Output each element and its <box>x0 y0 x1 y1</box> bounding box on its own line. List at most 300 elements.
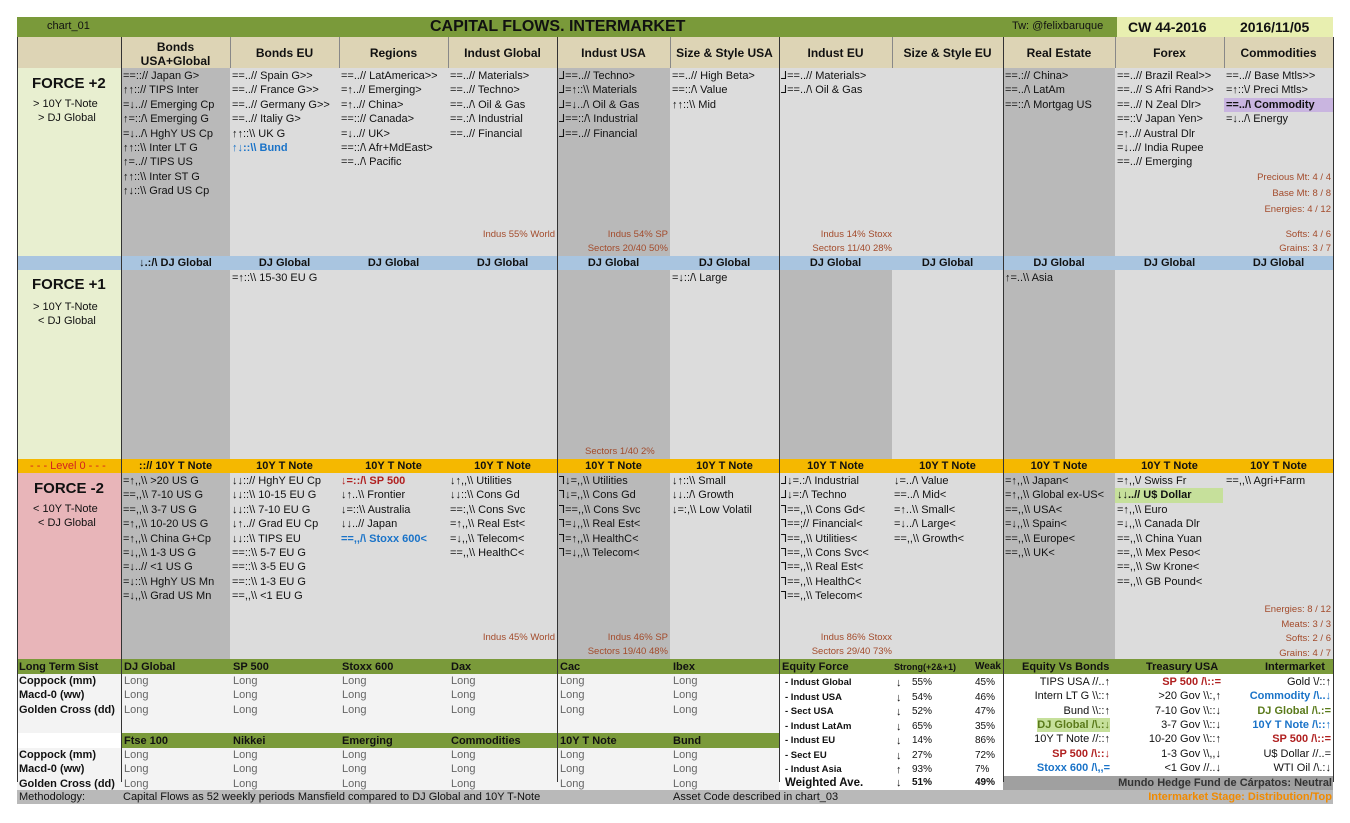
asset-entry: =↑::\\ 15-30 EU G <box>232 272 318 284</box>
asset-entry: =↑,,\\ 10-20 US G <box>123 518 209 531</box>
column-header <box>230 46 339 60</box>
separator-label: DJ Global <box>587 257 640 269</box>
asset-entry: =↑..// Austral Dlr <box>1117 127 1195 140</box>
equity-row-name: - Indust LatAm <box>785 720 852 732</box>
longterm-row-label: Macd-0 (ww) <box>19 689 85 702</box>
asset-entry: ==,,\\ <1 EU G <box>232 590 303 603</box>
asset-entry: ↑↓::\\ Bund <box>232 142 288 154</box>
asset-code-note: Asset Code described in chart_03 <box>673 791 839 803</box>
separator-label: 10Y T Note <box>365 460 422 472</box>
asset-entry: ↑↑::\\ Inter ST G <box>123 170 200 183</box>
longterm-value: Long <box>342 763 367 776</box>
stat-note: Sectors 29/40 73% <box>811 646 892 657</box>
asset-entry: ↓↓::\\ 10-15 EU G <box>232 489 317 502</box>
asset-entry: ==,,\\ Growth< <box>894 532 965 545</box>
asset-entry: =↓::\\ HghY US Mn <box>123 575 215 588</box>
force-band-cell <box>892 68 1003 256</box>
force-band-cell <box>779 270 892 459</box>
equity-row-arrow: ↓ <box>896 677 902 689</box>
longterm-value: Long <box>560 749 585 761</box>
asset-entry: ⅂==,,\\ Telecom< <box>781 590 863 603</box>
asset-entry: ⅂==,,\\ HealthC< <box>781 575 862 588</box>
force1-sectors-note: Sectors 1/40 2% <box>585 446 655 457</box>
asset-entry: ==../\ Oil & Gas <box>450 98 526 111</box>
equity-row-arrow: ↓ <box>896 691 902 704</box>
asset-entry: =↑,,\\ Real Est< <box>450 518 526 531</box>
equity-row-arrow: ↓ <box>896 749 902 762</box>
forcem2-desc1: < 10Y T-Note <box>33 503 98 515</box>
column-header-line1: Bonds EU <box>255 46 314 60</box>
longterm-value: Long <box>673 689 698 702</box>
asset-entry: ⅂==,,\\ Cons Svc< <box>781 547 869 559</box>
asset-entry: =↓..// UK> <box>341 127 390 140</box>
evb-c1-entry: Intern LT G \\::↑ <box>1034 690 1110 703</box>
longterm-title: Long Term Sist <box>19 661 99 673</box>
asset-entry: =↑,,\\ Euro <box>1117 503 1168 516</box>
longterm-col-header: Dax <box>451 661 472 673</box>
asset-entry: ==..// Base Mtls>> <box>1226 70 1316 82</box>
force-band-cell <box>1003 270 1115 459</box>
longterm-col-header: Stoxx 600 <box>342 661 394 673</box>
level-0-label: - - - Level 0 - - - <box>30 460 106 472</box>
asset-entry: ⅃==..// Financial <box>559 127 638 140</box>
longterm-value: Long <box>451 675 476 687</box>
evb-c2-entry: 1-3 Gov \\,,↓ <box>1161 747 1221 760</box>
force1-desc2: < DJ Global <box>38 315 96 327</box>
asset-entry: ==,,\\ 3-7 US G <box>123 503 197 516</box>
asset-entry: ==::\/ Japan Yen> <box>1117 113 1203 126</box>
asset-entry: ↓↓..// Japan <box>341 518 398 531</box>
asset-entry: ==,,\\ USA< <box>1005 503 1063 516</box>
longterm-row-label: Coppock (mm) <box>19 749 96 761</box>
stat-note: Softs: 2 / 6 <box>1285 633 1331 644</box>
separator-label: 10Y T Note <box>474 460 531 472</box>
equity-row-strong: 27% <box>912 749 933 761</box>
stat-note: Base Mt: 8 / 8 <box>1272 188 1331 199</box>
longterm-col-header: DJ Global <box>124 661 176 673</box>
column-header-line1: Indust Global <box>464 46 541 60</box>
asset-entry: ==::// Japan G> <box>123 70 200 82</box>
asset-entry: ==,,\\ GB Pound< <box>1117 575 1203 588</box>
longterm-value: Long <box>233 749 258 761</box>
asset-entry: ⅂==;// Financial< <box>781 518 863 531</box>
longterm-value: Long <box>560 675 585 687</box>
asset-entry: ↓↓::// HghY EU Cp <box>232 475 322 487</box>
asset-entry: ⅂↓=,,\\ Utilities <box>559 475 628 487</box>
column-header <box>448 46 557 60</box>
column-header-line1: Real Estate <box>1026 46 1092 60</box>
force1-desc1: > 10Y T-Note <box>33 301 98 313</box>
column-header <box>670 46 779 60</box>
asset-entry: ↓↓.:/\ Growth <box>672 489 734 502</box>
asset-entry: ↓↓::\\ Cons Gd <box>450 489 520 502</box>
longterm-value: Long <box>342 703 367 716</box>
force1-title: FORCE +1 <box>32 276 106 293</box>
asset-entry: =↓,,\\ Telecom< <box>450 532 525 545</box>
force-band-cell <box>557 270 670 459</box>
asset-entry: =↓../\ Large< <box>894 518 956 531</box>
column-header-line1: Indust EU <box>807 46 864 60</box>
asset-entry: =↓..// <1 US G <box>123 561 193 574</box>
longterm-value: Long <box>560 763 585 776</box>
evb-c3-entry: WTI Oil /\.:↓ <box>1273 761 1331 774</box>
column-divider <box>1224 37 1225 68</box>
asset-entry: =↑,,\/ Swiss Fr <box>1117 475 1187 487</box>
asset-entry: ==,,\\ Mex Peso< <box>1117 547 1201 559</box>
force-band-cell <box>230 270 339 459</box>
column-divider <box>230 37 231 68</box>
equity-row-weak: 45% <box>975 677 996 688</box>
separator-label: 10Y T Note <box>696 460 753 472</box>
column-divider <box>779 37 780 782</box>
evb-c1-entry: SP 500 /\::↓ <box>1052 747 1110 760</box>
weighted-ave-label: Weighted Ave. <box>785 777 864 789</box>
force2-title: FORCE +2 <box>32 75 106 92</box>
separator-label: DJ Global <box>476 257 529 269</box>
asset-entry: ==::\\ 5-7 EU G <box>232 547 306 559</box>
stat-note: Sectors 19/40 48% <box>587 646 668 657</box>
asset-entry: ⅃=↓../\ Oil & Gas <box>559 98 640 111</box>
equity-row-weak: 72% <box>975 749 996 761</box>
equity-force-title: Equity Force <box>782 661 849 673</box>
equity-row-weak: 47% <box>975 706 996 717</box>
longterm-col-header: SP 500 <box>233 661 269 673</box>
stat-note: Indus 14% Stoxx <box>820 229 892 240</box>
asset-entry: ==..// Brazil Real>> <box>1117 70 1212 82</box>
force1-label-bg <box>17 270 121 459</box>
asset-entry: ==..// S Afri Rand>> <box>1117 84 1214 97</box>
asset-entry: ↓↑,,\\ Utilities <box>450 475 512 487</box>
intermarket-stage: Intermarket Stage: Distribution/Top <box>1148 791 1332 803</box>
longterm-value: Long <box>560 777 585 790</box>
column-divider <box>557 37 558 782</box>
column-header <box>557 46 670 60</box>
asset-entry: ==::\\ 3-5 EU G <box>232 561 306 574</box>
column-divider <box>17 37 18 782</box>
stat-note: Indus 54% SP <box>607 229 668 240</box>
equity-row-arrow: ↓ <box>896 706 902 718</box>
asset-entry: ↓↑..\\ Frontier <box>341 489 406 502</box>
column-divider <box>1115 37 1116 68</box>
asset-entry: ↑↑::// TIPS Inter <box>123 84 199 97</box>
column-divider <box>1333 37 1334 782</box>
longterm-value: Long <box>124 675 149 687</box>
asset-entry: ⅂==,,\\ Cons Gd< <box>781 503 866 516</box>
longterm-value: Long <box>451 749 476 761</box>
asset-entry: =↓../\ Energy <box>1226 113 1289 126</box>
longterm-value: Long <box>233 675 258 687</box>
separator-label: 10Y T Note <box>585 460 642 472</box>
asset-entry: ==..// N Zeal Dlr> <box>1117 98 1202 111</box>
asset-entry: =↓../\ HghY US Cp <box>123 127 213 140</box>
asset-entry: ⅂=↓,,\\ Telecom< <box>559 547 640 559</box>
asset-entry: ==..// High Beta> <box>672 70 755 82</box>
asset-entry: ==..// LatAmerica>> <box>341 70 438 82</box>
separator-label: 10Y T Note <box>807 460 864 472</box>
equity-row-strong: 65% <box>912 720 933 732</box>
column-header <box>892 46 1003 60</box>
column-header <box>121 40 230 68</box>
force-band-cell <box>1224 473 1333 659</box>
equity-row-weak: 7% <box>975 764 990 775</box>
longterm-col-header: 10Y T Note <box>560 735 617 747</box>
stat-note: Grains: 3 / 7 <box>1279 243 1331 254</box>
asset-entry: ==::\\ 1-3 EU G <box>232 575 306 588</box>
column-divider <box>339 37 340 68</box>
asset-entry: ↑↑::\\ Mid <box>672 98 717 111</box>
equity-row-name: - Indust EU <box>785 735 836 746</box>
column-header-line1: Size & Style EU <box>903 46 992 60</box>
longterm-value: Long <box>124 749 149 761</box>
evb-c3-entry: DJ Global /\.:= <box>1257 704 1331 717</box>
longterm-row-label: Macd-0 (ww) <box>19 763 85 776</box>
equity-row-arrow: ↓ <box>896 735 902 747</box>
separator-label: ↓.:/\ DJ Global <box>139 257 212 269</box>
asset-entry: =↓..// Emerging Cp <box>123 98 215 111</box>
evb-title-3: Intermarket <box>1265 661 1325 673</box>
column-header-line1: Indust USA <box>581 46 646 60</box>
evb-c1-entry: Bund \\::↑ <box>1063 704 1110 717</box>
longterm-col-header: Emerging <box>342 735 393 747</box>
force-band-cell <box>121 270 230 459</box>
equity-row-name: - Sect EU <box>785 749 827 761</box>
asset-entry: =↓..// India Rupee <box>1117 142 1204 154</box>
longterm-value: Long <box>342 675 367 687</box>
longterm-row-label: Golden Cross (dd) <box>19 777 115 790</box>
asset-entry: ↓↓..// U$ Dollar <box>1115 488 1223 502</box>
equity-row-name: - Indust Asia <box>785 764 842 775</box>
force2-desc1: > 10Y T-Note <box>33 98 98 110</box>
asset-entry: ==..// Financial <box>450 127 523 140</box>
asset-entry: ==:,\\ Cons Svc <box>450 503 526 516</box>
force-band-cell <box>339 270 448 459</box>
asset-entry: ⅃==..// Techno> <box>559 70 635 82</box>
asset-entry: ==,,\\ Europe< <box>1005 532 1076 545</box>
asset-entry: =↑::\/ Preci Mtls> <box>1226 84 1308 97</box>
asset-entry: ⅃==::/\ Industrial <box>559 113 638 126</box>
asset-entry: ==.:/\ Industrial <box>450 113 523 126</box>
longterm-value: Long <box>124 703 149 716</box>
asset-entry: ↑=..\\ Asia <box>1005 272 1053 284</box>
forcem2-label-bg <box>17 473 121 659</box>
evb-c2-entry: SP 500 /\::= <box>1162 676 1221 688</box>
equity-row-strong: 55% <box>912 677 933 688</box>
longterm-row-label: Coppock (mm) <box>19 675 96 687</box>
separator-label: DJ Global <box>1033 257 1085 269</box>
stat-note: Indus 45% World <box>482 632 555 643</box>
longterm-col-header: Ftse 100 <box>124 735 169 747</box>
longterm-value: Long <box>342 749 367 761</box>
stat-note: Indus 55% World <box>482 229 555 240</box>
evb-c2-entry: 10-20 Gov \\::↑ <box>1148 733 1221 746</box>
separator-label: 10Y T Note <box>919 460 976 472</box>
asset-entry: =↓,,\\ Grad US Mn <box>123 590 212 603</box>
separator-label: 10Y T Note <box>1030 460 1088 472</box>
separator-label: DJ Global <box>698 257 751 269</box>
longterm-value: Long <box>673 703 698 716</box>
force-band-cell <box>1115 270 1224 459</box>
asset-entry: ==..// Italiy G> <box>232 113 301 126</box>
force-band-cell <box>892 270 1003 459</box>
asset-entry: ==../\ Mid< <box>894 489 947 502</box>
asset-entry: ==..// Techno> <box>450 84 520 97</box>
equity-row-arrow: ↑ <box>896 764 902 776</box>
asset-entry: ==,,\\ 7-10 US G <box>123 489 204 502</box>
asset-entry: ==,,/\ Stoxx 600< <box>341 532 427 545</box>
asset-entry: =↑,,\\ Japan< <box>1005 475 1069 487</box>
equity-row-weak: 46% <box>975 691 996 703</box>
longterm-col-header: Commodities <box>451 735 521 747</box>
force2-desc2: > DJ Global <box>38 112 96 124</box>
force-band-cell <box>1224 270 1333 459</box>
asset-entry: ==../\ LatAm <box>1005 84 1065 97</box>
column-header <box>1224 46 1333 60</box>
longterm-value: Long <box>673 777 698 790</box>
asset-entry: ↓=:,\\ Low Volatil <box>672 503 752 516</box>
evb-c1-entry: TIPS USA //..↑ <box>1039 676 1110 688</box>
asset-entry: ==../\ Pacific <box>341 156 402 169</box>
column-divider <box>1003 37 1004 782</box>
asset-entry: ⅂=↑,,\\ HealthC< <box>559 532 639 545</box>
asset-entry: ==::// Canada> <box>341 113 415 126</box>
longterm-row-label: Golden Cross (dd) <box>19 703 115 716</box>
evb-title-1: Equity Vs Bonds <box>1022 661 1110 673</box>
column-divider <box>892 37 893 68</box>
equity-row-arrow: ↓ <box>896 720 902 733</box>
longterm-value: Long <box>342 777 367 790</box>
asset-entry: ⅃==..// Materials> <box>781 70 867 82</box>
asset-entry: ==..// France G>> <box>232 84 319 97</box>
asset-entry: ==..// Materials> <box>450 70 530 82</box>
asset-entry: ⅃=↑::\\ Materials <box>559 84 637 97</box>
asset-entry: ↑↓::\\ Grad US Cp <box>123 185 210 198</box>
asset-entry: ⅃==../\ Oil & Gas <box>781 84 863 97</box>
report-date: 2016/11/05 <box>1240 19 1310 35</box>
twitter-handle: Tw: @felixbaruque <box>1012 20 1104 32</box>
asset-entry: ↓↓::\\ TIPS EU <box>232 532 301 545</box>
longterm-value: Long <box>233 689 258 702</box>
evb-c1-entry: DJ Global /\.:↓ <box>1037 718 1110 731</box>
methodology-label: Methodology: <box>19 791 86 803</box>
longterm-value: Long <box>560 689 585 702</box>
evb-c3-entry: Commodity /\..↓ <box>1249 690 1331 703</box>
asset-entry: ==,,\\ HealthC< <box>450 547 525 559</box>
stat-note: Energies: 4 / 12 <box>1264 204 1331 215</box>
separator-label: 10Y T Note <box>1250 460 1307 472</box>
evb-title-2: Treasury USA <box>1146 661 1219 673</box>
evb-c1-entry: Stoxx 600 /\,,= <box>1036 761 1110 774</box>
stat-note: Meats: 3 / 3 <box>1281 618 1331 630</box>
longterm-value: Long <box>451 689 476 702</box>
asset-entry: =↑..// China> <box>341 98 404 111</box>
asset-entry: =↑,,\\ China G+Cp <box>123 532 212 545</box>
asset-entry: ↓↓::\\ 7-10 EU G <box>232 503 311 516</box>
stat-note: Sectors 20/40 50% <box>587 243 668 254</box>
asset-entry: ==..// Emerging <box>1117 156 1193 169</box>
separator-label: DJ Global <box>921 257 974 269</box>
longterm-col-header: Nikkei <box>233 735 266 747</box>
column-divider <box>121 37 122 782</box>
asset-entry: ⅂=↓,,\\ Real Est< <box>559 518 641 531</box>
weighted-ave-strong: 51% <box>912 777 933 788</box>
column-header <box>339 46 448 60</box>
longterm-value: Long <box>673 763 698 776</box>
stat-note: Energies: 8 / 12 <box>1264 604 1331 615</box>
longterm-value: Long <box>124 777 149 790</box>
column-divider <box>448 37 449 68</box>
asset-entry: ==,,\\ Agri+Farm <box>1226 475 1306 487</box>
asset-entry: ==..// Spain G>> <box>232 70 313 82</box>
forcem2-title: FORCE -2 <box>34 480 105 497</box>
asset-entry: ==..// Germany G>> <box>232 98 330 111</box>
separator-label: 10Y T Note <box>1141 460 1198 472</box>
separator-label: DJ Global <box>1143 257 1196 269</box>
evb-c3-entry: Gold \/::↑ <box>1286 676 1331 688</box>
asset-entry: =↓,,\\ 1-3 US G <box>123 547 197 559</box>
asset-entry: ↓=::/\ SP 500 <box>341 475 406 487</box>
longterm-col-header: Ibex <box>673 661 696 673</box>
separator-label: DJ Global <box>809 257 862 269</box>
asset-entry: ==,,\\ Sw Krone< <box>1117 561 1200 574</box>
evb-c3-entry: SP 500 /\::= <box>1272 733 1331 746</box>
equity-row-name: - Sect USA <box>785 706 834 717</box>
weighted-ave-arrow: ↓ <box>896 777 902 789</box>
asset-entry: ⅃↓=.:/\ Industrial <box>781 475 859 487</box>
separator-label: ::// 10Y T Note <box>138 460 213 472</box>
column-header <box>779 46 892 60</box>
column-header-line1: Size & Style USA <box>676 46 773 60</box>
weighted-ave-weak: 49% <box>975 777 996 788</box>
evb-c3-entry: U$ Dollar //..= <box>1263 747 1331 760</box>
column-divider <box>670 37 671 68</box>
equity-row-weak: 35% <box>975 720 996 732</box>
longterm-col-header: Bund <box>673 735 702 747</box>
column-header <box>1115 46 1224 60</box>
equity-row-weak: 86% <box>975 735 996 746</box>
longterm-col-header: Cac <box>560 661 581 673</box>
calendar-week: CW 44-2016 <box>1128 19 1207 35</box>
asset-entry: =↑,,\\ >20 US G <box>123 475 199 487</box>
column-header-line1: Bonds <box>156 40 195 54</box>
asset-entry: ==,,\\ UK< <box>1005 547 1055 559</box>
asset-entry: =↓,,\\ Spain< <box>1005 518 1067 531</box>
equity-row-strong: 93% <box>912 764 933 775</box>
separator-label: DJ Global <box>258 257 311 269</box>
asset-entry: ↓↑::\\ Small <box>672 475 726 487</box>
separator-label: DJ Global <box>367 257 420 269</box>
asset-entry: ⅂==,,\\ Real Est< <box>781 561 864 574</box>
stat-note: Sectors 11/40 28% <box>812 243 892 254</box>
equity-row-name: - Indust Global <box>785 677 852 688</box>
force2-label-bg <box>17 68 121 256</box>
asset-entry: ↓=::\\ Australia <box>341 503 411 516</box>
stat-note: Indus 46% SP <box>607 632 668 643</box>
forcem2-desc2: < DJ Global <box>38 517 96 529</box>
asset-entry: =↓::/\ Large <box>672 272 728 284</box>
stat-note: Softs: 4 / 6 <box>1285 229 1331 240</box>
longterm-value: Long <box>233 703 258 716</box>
hedge-fund-status: Mundo Hedge Fund de Cárpatos: Neutral <box>1118 777 1332 789</box>
chart-id: chart_01 <box>47 20 90 32</box>
longterm-value: Long <box>124 689 149 702</box>
methodology-text: Capital Flows as 52 weekly periods Mansfield compared to DJ Global and 10Y T-Note <box>123 791 541 803</box>
asset-entry: ⅃↓=:/\ Techno <box>781 489 847 502</box>
longterm-value: Long <box>673 675 698 687</box>
asset-entry: ==../\ Commodity <box>1224 98 1333 112</box>
asset-entry: ==,,\\ China Yuan <box>1117 532 1202 545</box>
longterm-value: Long <box>342 689 367 702</box>
asset-entry: ==::/\ Afr+MdEast> <box>341 142 433 154</box>
